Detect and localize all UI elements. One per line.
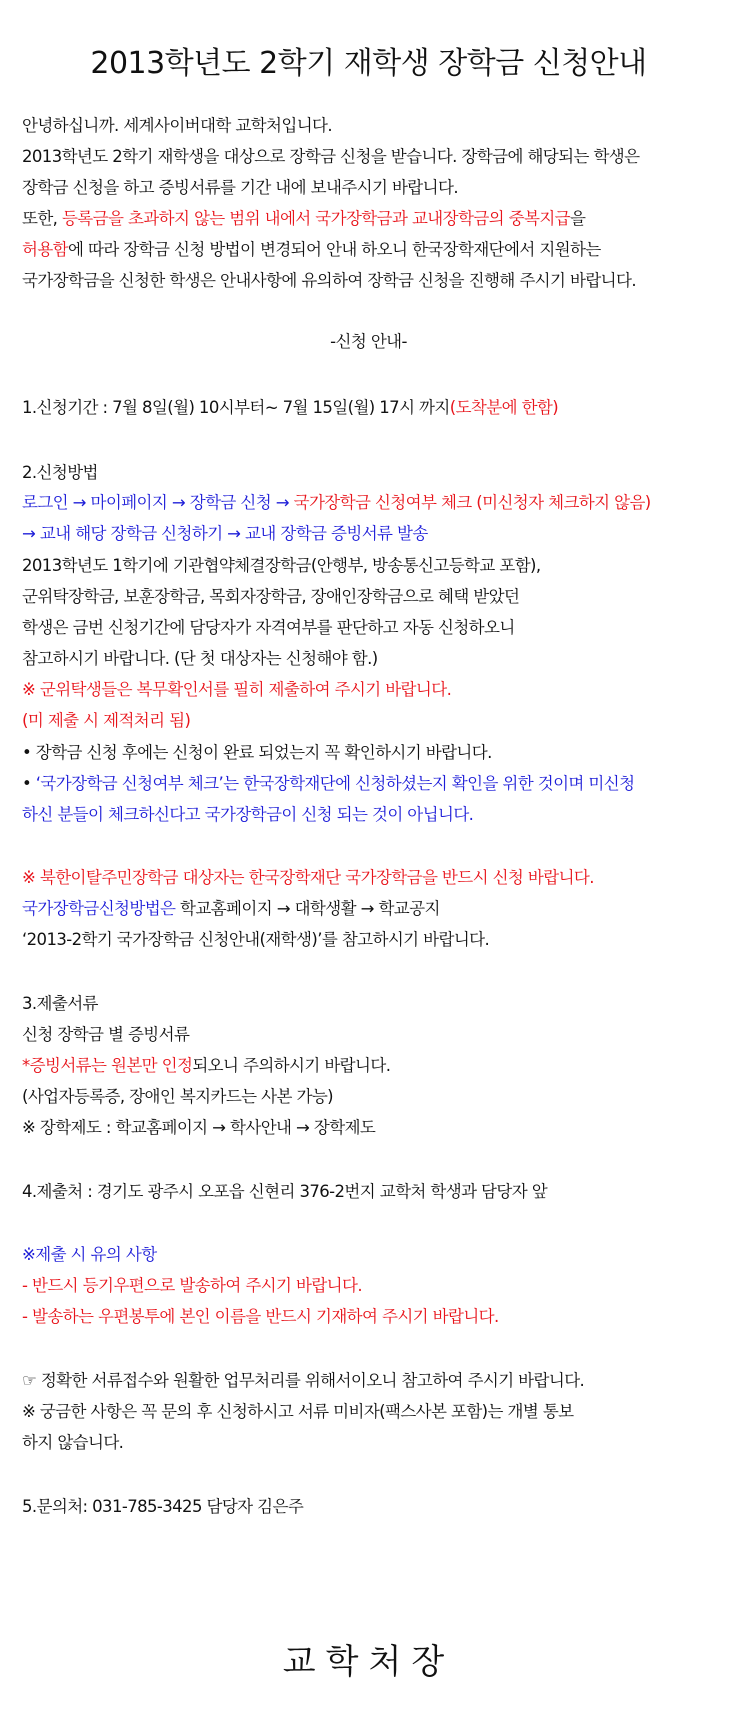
submit-memo-1: ☞ 정확한 서류접수와 원활한 업무처리를 위해서이오니 참고하여 주시기 바랍니다.	[22, 1371, 585, 1390]
bullet-national-check	[22, 769, 732, 799]
submit-memo-2: ※ 궁금한 사항은 꼭 문의 후 신청하시고 서류 미비자(팩스사본 포함)는 개별 통보	[22, 1402, 574, 1421]
page-title: 2013학년도 2학기 재학생 장학금 신청안내	[90, 46, 647, 81]
submit-memo-3: 하지 않습니다.	[22, 1433, 124, 1452]
north-korea-method-label: 국가장학금신청방법은	[22, 899, 176, 918]
docs-line-4: ※ 장학제도 : 학교홈페이지 → 학사안내 → 장학제도	[22, 1118, 376, 1137]
method-paragraph-1: 2013학년도 1학기에 기관협약체결장학금(안행부, 방송통신고등학교 포함),	[22, 556, 541, 575]
method-paragraph-3: 학생은 금번 신청기간에 담당자가 자격여부를 판단하고 자동 신청하오니	[22, 618, 515, 637]
docs-line-2	[22, 1051, 732, 1081]
period-line	[22, 393, 732, 423]
docs-line-1: 신청 장학금 별 증빙서류	[22, 1025, 190, 1044]
military-warning: ※ 군위탁생들은 복무확인서를 필히 제출하여 주시기 바랍니다.	[22, 680, 452, 699]
submit-notice-2: - 발송하는 우편봉투에 본인 이름을 반드시 기재하여 주시기 바랍니다.	[22, 1307, 499, 1326]
guide-heading: -신청 안내-	[330, 332, 407, 351]
bullet-national-check-cont: 하신 분들이 체크하신다고 국가장학금이 신청 되는 것이 아닙니다.	[22, 805, 474, 824]
period-text: 1.신청기간 : 7월 8일(월) 10시부터~ 7월 15일(월) 17시 까지	[22, 398, 450, 417]
method-flow-2: → 교내 해당 장학금 신청하기 → 교내 장학금 증빙서류 발송	[22, 524, 428, 543]
intro-line-4-suffix: 을	[570, 209, 586, 228]
intro-line-3: 장학금 신청을 하고 증빙서류를 기간 내에 보내주시기 바랍니다.	[22, 178, 458, 197]
intro-line-4	[22, 204, 732, 234]
duplicate-payment-highlight: 등록금을 초과하지 않는 범위 내에서 국가장학금과 교내장학금의 중복지급	[61, 209, 570, 228]
intro-greeting: 안녕하십니까. 세계사이버대학 교학처입니다.	[22, 116, 333, 135]
north-korea-reference: ‘2013-2학기 국가장학금 신청안내(재학생)’를 참고하시기 바랍니다.	[22, 930, 490, 949]
method-flow-1-check: 국가장학금 신청여부 체크 (미신청자 체크하지 않음)	[293, 493, 651, 512]
period-note: (도착분에 한함)	[449, 398, 559, 417]
intro-line-5	[22, 235, 732, 265]
submit-notice-title: ※제출 시 유의 사항	[22, 1245, 157, 1264]
bullet-marker: •	[22, 774, 36, 793]
method-paragraph-4: 참고하시기 바랍니다. (단 첫 대상자는 신청해야 함.)	[22, 649, 378, 668]
docs-line-3: (사업자등록증, 장애인 복지카드는 사본 가능)	[22, 1087, 334, 1106]
method-flow-1-steps: 로그인 → 마이페이지 → 장학금 신청 →	[22, 493, 294, 512]
method-heading: 2.신청방법	[22, 463, 98, 482]
contact-line: 5.문의처: 031-785-3425 담당자 김은주	[22, 1497, 304, 1516]
submit-heading: 4.제출처 : 경기도 광주시 오포읍 신현리 376-2번지 교학처 학생과 담당자 앞	[22, 1182, 548, 1201]
intro-line-2: 2013학년도 2학기 재학생을 대상으로 장학금 신청을 받습니다. 장학금에 해당되는 학생은	[22, 147, 640, 166]
original-only-notice: *증빙서류는 원본만 인정	[22, 1056, 193, 1075]
bullet-national-check-text: ‘국가장학금 신청여부 체크’는 한국장학재단에 신청하셨는지 확인을 위한 것이며 미신청	[35, 774, 635, 793]
north-korea-notice: ※ 북한이탈주민장학금 대상자는 한국장학재단 국가장학금을 반드시 신청 바랍니다.	[22, 868, 594, 887]
military-warning-note: (미 제출 시 제적처리 됨)	[22, 711, 191, 730]
submit-notice-1: - 반드시 등기우편으로 발송하여 주시기 바랍니다.	[22, 1276, 363, 1295]
signature-office-head: 교학처장	[282, 1642, 455, 1682]
allowance-highlight: 허용함	[22, 240, 69, 259]
method-paragraph-2: 군위탁장학금, 보훈장학금, 목회자장학금, 장애인장학금으로 혜택 받았던	[22, 587, 520, 606]
method-flow-1	[22, 488, 732, 518]
bullet-confirm: • 장학금 신청 후에는 신청이 완료 되었는지 꼭 확인하시기 바랍니다.	[22, 743, 492, 762]
north-korea-method-path: 학교홈페이지 → 대학생활 → 학교공지	[175, 899, 440, 918]
north-korea-method	[22, 894, 732, 924]
intro-line-4-prefix: 또한,	[22, 209, 62, 228]
intro-line-5-text: 에 따라 장학금 신청 방법이 변경되어 안내 하오니 한국장학재단에서 지원하는	[68, 240, 601, 259]
docs-line-2-text: 되오니 주의하시기 바랍니다.	[192, 1056, 391, 1075]
intro-line-6: 국가장학금을 신청한 학생은 안내사항에 유의하여 장학금 신청을 진행해 주시기 바랍니다.	[22, 271, 636, 290]
docs-heading: 3.제출서류	[22, 994, 98, 1013]
